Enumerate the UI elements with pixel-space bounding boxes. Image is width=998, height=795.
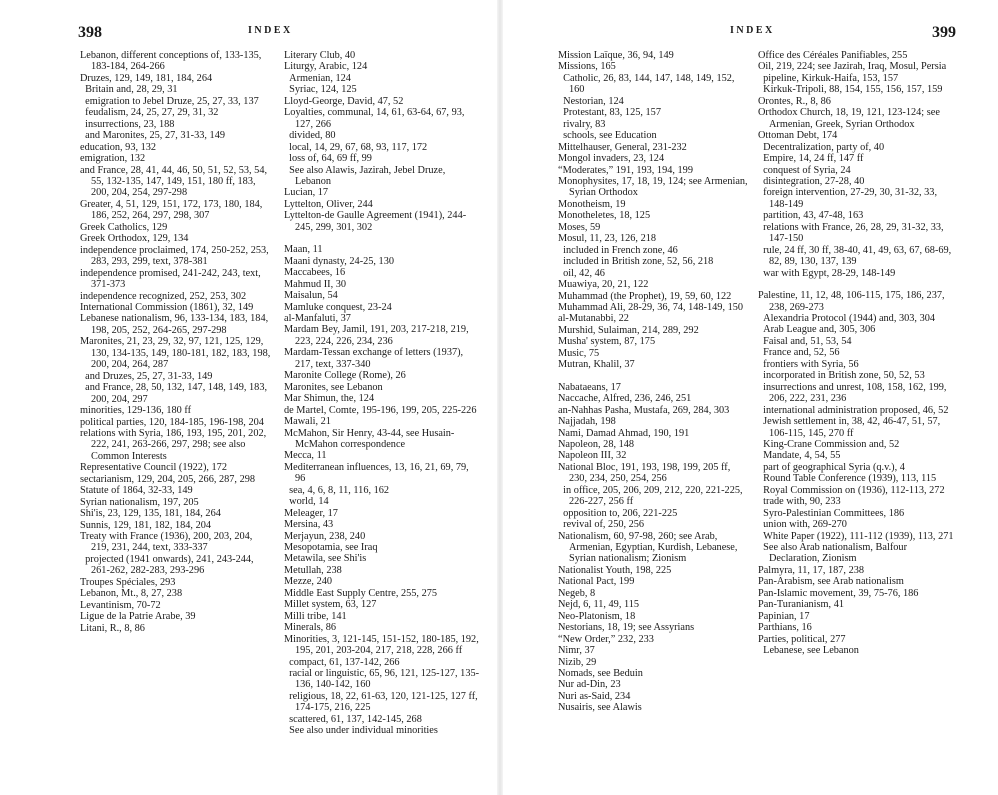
index-entry: “New Order,” 232, 233: [558, 633, 654, 645]
index-entry: frontiers with Syria, 56: [758, 358, 859, 370]
index-entry: See also under individual minorities: [284, 725, 438, 737]
index-entry: Levantinism, 70-72: [80, 599, 161, 611]
section-gap: [558, 371, 750, 382]
index-entry: relations with Syria, 186, 193, 195, 201, 202, 222, 241, 263-266, 297, 298; see also Common Interests: [80, 427, 269, 462]
index-entry: Maisalun, 54: [284, 290, 338, 302]
index-entry: Lyttelton, Oliver, 244: [284, 198, 373, 210]
index-entry: de Martel, Comte, 195-196, 199, 205, 225-226: [284, 404, 477, 416]
index-entry: rivalry, 83: [558, 118, 606, 130]
index-entry: political parties, 120, 184-185, 196-198, 204: [80, 416, 264, 428]
index-entry: Faisal and, 51, 53, 54: [758, 335, 852, 347]
index-entry: Liturgy, Arabic, 124: [284, 61, 368, 73]
index-entry: Missions, 165: [558, 61, 616, 73]
index-entry: scattered, 61, 137, 142-145, 268: [284, 713, 422, 725]
index-entry: conquest of Syria, 24: [758, 164, 851, 176]
index-entry: See also Arab nationalism, Balfour Declaration, Zionism: [758, 542, 910, 565]
index-entry: Metullah, 238: [284, 564, 342, 576]
index-entry: union with, 269-270: [758, 519, 847, 531]
index-entry: opposition to, 206, 221-225: [558, 507, 678, 519]
index-entry: Merjayun, 238, 240: [284, 530, 366, 542]
index-entry: world, 14: [284, 496, 329, 508]
index-entry: Music, 75: [558, 347, 600, 359]
index-entry: Mosul, 11, 23, 126, 218: [558, 233, 657, 245]
index-entry: Syro-Palestinian Committees, 186: [758, 507, 905, 519]
index-entry: Nomads, see Beduin: [558, 668, 643, 680]
index-entry: Mecca, 11: [284, 450, 327, 462]
index-entry: Milli tribe, 141: [284, 610, 347, 622]
index-entry: Sunnis, 129, 181, 182, 184, 204: [80, 519, 212, 531]
index-entry: Nizib, 29: [558, 656, 597, 668]
index-entry: Papinian, 17: [758, 610, 810, 622]
index-entry: Maan, 11: [284, 244, 323, 256]
index-entry: projected (1941 onwards), 241, 243-244, 261-262, 282-283, 293-296: [80, 553, 257, 577]
index-entry: Orthodox Church, 18, 19, 121, 123-124; see Armenian, Greek, Syrian Orthodox: [758, 107, 942, 130]
index-entry: Nur ad-Din, 23: [558, 679, 621, 691]
index-entry: Armenian, 124: [284, 72, 351, 84]
index-entry: Mandate, 4, 54, 55: [758, 450, 841, 462]
index-entry: Treaty with France (1936), 200, 203, 204, 219, 231, 244, text, 333-337: [80, 531, 255, 554]
index-entry: insurrections and unrest, 108, 158, 162, 199, 206, 222, 231, 236: [758, 381, 950, 405]
index-column-4: [758, 50, 954, 657]
index-entry: “Moderates,” 191, 193, 194, 199: [558, 164, 693, 176]
index-entry: White Paper (1922), 111-112 (1939), 113, 271: [758, 530, 954, 542]
index-entry: Syriac, 124, 125: [284, 84, 357, 96]
index-entry: National Pact, 199: [558, 576, 635, 588]
index-entry: Representative Council (1922), 172: [80, 462, 227, 474]
index-entry: Round Table Conference (1939), 113, 115: [758, 473, 937, 485]
index-entry: emigration, 132: [80, 153, 146, 165]
index-entry: Mardam Bey, Jamil, 191, 203, 217-218, 219, 223, 224, 226, 234, 236: [284, 324, 472, 347]
index-entry: emigration to Jebel Druze, 25, 27, 33, 137: [80, 95, 259, 107]
index-entry: Catholic, 26, 83, 144, 147, 148, 149, 152, 160: [558, 72, 738, 96]
index-entry: al-Manfaluti, 37: [284, 312, 351, 324]
index-entry: relations with France, 26, 28, 29, 31-32, 33, 147-150: [758, 221, 947, 245]
index-entry: Muawiya, 20, 21, 122: [558, 279, 649, 291]
page-number-left: 398: [78, 24, 102, 41]
index-entry: trade with, 90, 233: [758, 496, 841, 508]
index-entry: Mahmud II, 30: [284, 278, 347, 290]
index-entry: Naccache, Alfred, 236, 246, 251: [558, 393, 692, 405]
index-entry: Palmyra, 11, 17, 187, 238: [758, 564, 865, 576]
index-entry: Nimr, 37: [558, 645, 595, 657]
index-entry: disintegration, 27-28, 40: [758, 175, 865, 187]
index-entry: Office des Céréales Panifiables, 255: [758, 50, 908, 61]
index-entry: McMahon, Sir Henry, 43-44, see Husain-McMahon correspondence: [284, 427, 455, 450]
index-entry: independence proclaimed, 174, 250-252, 253, 283, 293, 299, text, 378-381: [80, 244, 272, 268]
index-column-2: [284, 50, 480, 737]
index-entry: Lebanon, Mt., 8, 27, 238: [80, 588, 183, 600]
index-entry: an-Nahhas Pasha, Mustafa, 269, 284, 303: [558, 404, 730, 416]
index-entry: Minorities, 3, 121-145, 151-152, 180-185, 192, 195, 201, 203-204, 217, 218, 228, 266 ff: [284, 633, 482, 657]
index-entry: Empire, 14, 24 ff, 147 ff: [758, 153, 864, 165]
index-entry: rule, 24 ff, 30 ff, 38-40, 41, 49, 63, 67, 68-69, 82, 89, 130, 137, 139: [758, 244, 954, 268]
index-entry: Monophysites, 17, 18, 19, 124; see Armenian, Syrian Orthodox: [558, 175, 751, 199]
index-entry: Troupes Spéciales, 293: [80, 576, 176, 588]
index-entry: Greater, 4, 51, 129, 151, 172, 173, 180, 184, 186, 252, 264, 297, 298, 307: [80, 198, 265, 222]
index-entry: foreign intervention, 27-29, 30, 31-32, 33, 148-149: [758, 187, 940, 210]
index-entry: minorities, 129-136, 180 ff: [80, 405, 192, 417]
index-entry: King-Crane Commission and, 52: [758, 438, 900, 450]
index-entry: Kirkuk-Tripoli, 88, 154, 155, 156, 157, 159: [758, 84, 943, 96]
index-entry: Shi'is, 23, 129, 135, 181, 184, 264: [80, 508, 221, 520]
index-entry: Minerals, 86: [284, 622, 337, 634]
index-entry: Pan-Turanianism, 41: [758, 599, 844, 611]
index-entry: Nationalist Youth, 198, 225: [558, 564, 672, 576]
index-entry: Negeb, 8: [558, 587, 596, 599]
index-entry: National Bloc, 191, 193, 198, 199, 205 ff, 230, 234, 250, 254, 256: [558, 461, 733, 485]
index-entry: Literary Club, 40: [284, 50, 356, 61]
index-column-1: [80, 50, 272, 634]
index-entry: Ottoman Debt, 174: [758, 130, 838, 142]
section-gap: [284, 233, 480, 244]
index-entry: Nami, Damad Ahmad, 190, 191: [558, 427, 690, 439]
index-entry: included in French zone, 46: [558, 244, 678, 256]
index-entry: Syrian nationalism, 197, 205: [80, 496, 199, 508]
index-entry: Nuri as-Said, 234: [558, 690, 631, 702]
index-entry: Lebanese nationalism, 96, 133-134, 183, 184, 198, 205, 252, 264-265, 297-298: [80, 313, 271, 336]
index-entry: Protestant, 83, 125, 157: [558, 107, 661, 119]
index-entry: Mediterranean influences, 13, 16, 21, 69, 79, 96: [284, 461, 472, 485]
index-entry: independence recognized, 252, 253, 302: [80, 290, 247, 302]
index-entry: Greek Catholics, 129: [80, 221, 168, 233]
index-entry: Loyalties, communal, 14, 61, 63-64, 67, 93, 127, 266: [284, 107, 468, 130]
index-entry: Britain and, 28, 29, 31: [80, 84, 178, 96]
index-entry: Greek Orthodox, 129, 134: [80, 233, 189, 245]
index-entry: Lucian, 17: [284, 187, 329, 199]
index-entry: loss of, 64, 69 ff, 99: [284, 153, 372, 165]
index-entry: Palestine, 11, 12, 48, 106-115, 175, 186, 237, 238, 269-273: [758, 290, 948, 313]
index-entry: Druzes, 129, 149, 181, 184, 264: [80, 72, 213, 84]
index-entry: Metawila, see Shi'is: [284, 553, 367, 565]
index-entry: incorporated in British zone, 50, 52, 53: [758, 370, 925, 382]
right-page: [500, 0, 998, 795]
index-entry: Lyttelton-de Gaulle Agreement (1941), 244-245, 299, 301, 302: [284, 210, 467, 233]
index-entry: Middle East Supply Centre, 255, 275: [284, 587, 438, 599]
index-entry: Nestorians, 18, 19; see Assyrians: [558, 622, 695, 634]
index-entry: Jewish settlement in, 38, 42, 46-47, 51, 57, 106-115, 145, 270 ff: [758, 416, 943, 439]
index-entry: sea, 4, 6, 8, 11, 116, 162: [284, 484, 390, 496]
index-entry: See also Alawis, Jazirah, Jebel Druze, Lebanon: [284, 164, 448, 187]
index-entry: insurrections, 23, 188: [80, 118, 175, 130]
index-entry: Mardam-Tessan exchange of letters (1937), 217, text, 337-340: [284, 347, 466, 370]
index-entry: Najjadah, 198: [558, 416, 616, 428]
index-entry: Parthians, 16: [758, 622, 812, 634]
index-entry: Nusairis, see Alawis: [558, 702, 642, 714]
index-entry: Pan-Islamic movement, 39, 75-76, 186: [758, 587, 919, 599]
index-entry: Mission Laïque, 36, 94, 149: [558, 50, 674, 61]
index-entry: Millet system, 63, 127: [284, 599, 377, 611]
index-entry: included in British zone, 52, 56, 218: [558, 256, 714, 268]
index-entry: Maccabees, 16: [284, 267, 346, 279]
index-entry: local, 14, 29, 67, 68, 93, 117, 172: [284, 141, 428, 153]
index-entry: Monotheism, 19: [558, 198, 626, 210]
index-entry: and Maronites, 25, 27, 31-33, 149: [80, 130, 226, 142]
index-column-3: [558, 50, 750, 714]
index-entry: sectarianism, 129, 204, 205, 266, 287, 298: [80, 473, 256, 485]
index-entry: pipeline, Kirkuk-Haifa, 153, 157: [758, 72, 899, 84]
index-entry: compact, 61, 137-142, 266: [284, 656, 400, 668]
index-entry: International Commission (1861), 32, 149: [80, 301, 254, 313]
index-entry: Mezze, 240: [284, 576, 333, 588]
section-gap: [758, 279, 954, 290]
index-entry: Maronite College (Rome), 26: [284, 370, 406, 382]
index-entry: Napoleon, 28, 148: [558, 438, 635, 450]
index-entry: Monotheletes, 18, 125: [558, 210, 651, 222]
index-entry: Mongol invaders, 23, 124: [558, 153, 665, 165]
index-entry: Litani, R., 8, 86: [80, 622, 145, 634]
index-entry: Murshid, Sulaiman, 214, 289, 292: [558, 324, 699, 336]
index-entry: independence promised, 241-242, 243, text, 371-373: [80, 267, 264, 291]
index-entry: Lebanese, see Lebanon: [758, 645, 859, 657]
index-entry: al-Mutanabbi, 22: [558, 313, 629, 325]
index-entry: oil, 42, 46: [558, 267, 605, 279]
index-entry: religious, 18, 22, 61-63, 120, 121-125, 127 ff, 174-175, 216, 225: [284, 690, 481, 714]
index-entry: Mar Shimun, the, 124: [284, 393, 375, 405]
page-number-right: 399: [932, 24, 956, 41]
index-entry: Royal Commission on (1936), 112-113, 272: [758, 484, 945, 496]
index-entry: Napoleon III, 32: [558, 450, 627, 462]
index-entry: Orontes, R., 8, 86: [758, 95, 831, 107]
index-entry: Mittelhauser, General, 231-232: [558, 141, 687, 153]
index-entry: Alexandria Protocol (1944) and, 303, 304: [758, 312, 936, 324]
index-entry: Maani dynasty, 24-25, 130: [284, 255, 395, 267]
index-entry: France and, 52, 56: [758, 347, 840, 359]
index-entry: Mesopotamia, see Iraq: [284, 542, 378, 554]
index-entry: divided, 80: [284, 130, 336, 142]
index-entry: Ligue de la Patrie Arabe, 39: [80, 611, 196, 623]
index-entry: Pan-Arabism, see Arab nationalism: [758, 576, 904, 588]
index-entry: international administration proposed, 46, 52: [758, 404, 949, 416]
index-entry: and France, 28, 41, 44, 46, 50, 51, 52, 53, 54, 55, 132-135, 147, 149, 151, 180 ff, 183, 200, 204, 254, 297-298: [80, 164, 270, 199]
index-entry: partition, 43, 47-48, 163: [758, 210, 864, 222]
index-entry: revival of, 250, 256: [558, 519, 645, 531]
index-entry: Arab League and, 305, 306: [758, 324, 876, 336]
index-entry: Oil, 219, 224; see Jazirah, Iraq, Mosul, Persia: [758, 61, 947, 73]
index-entry: Musha' system, 87, 175: [558, 336, 656, 348]
index-entry: Lebanon, different conceptions of, 133-135, 183-184, 264-266: [80, 50, 264, 73]
index-entry: war with Egypt, 28-29, 148-149: [758, 267, 896, 279]
running-header-right: INDEX: [730, 25, 775, 36]
index-entry: Mawali, 21: [284, 416, 331, 428]
index-entry: and Druzes, 25, 27, 31-33, 149: [80, 370, 213, 382]
index-entry: in office, 205, 206, 209, 212, 220, 221-225, 226-227, 256 ff: [558, 484, 746, 508]
index-entry: Neo-Platonism, 18: [558, 610, 636, 622]
index-entry: Maronites, see Lebanon: [284, 381, 383, 393]
index-entry: Moses, 59: [558, 221, 601, 233]
index-entry: Parties, political, 277: [758, 633, 846, 645]
index-entry: Statute of 1864, 32-33, 149: [80, 485, 193, 497]
index-entry: education, 93, 132: [80, 141, 157, 153]
index-entry: Muhammad Ali, 28-29, 36, 74, 148-149, 150: [558, 301, 744, 313]
index-entry: and France, 28, 50, 132, 147, 148, 149, 183, 200, 204, 297: [80, 382, 270, 405]
index-entry: Lloyd-George, David, 47, 52: [284, 95, 404, 107]
index-entry: schools, see Education: [558, 130, 657, 142]
index-entry: part of geographical Syria (q.v.), 4: [758, 461, 905, 473]
index-entry: Decentralization, party of, 40: [758, 141, 885, 153]
running-header-left: INDEX: [248, 25, 293, 36]
index-entry: Mersina, 43: [284, 519, 334, 531]
index-entry: Meleager, 17: [284, 507, 338, 519]
index-entry: Nabataeans, 17: [558, 381, 621, 393]
index-entry: Muhammad (the Prophet), 19, 59, 60, 122: [558, 290, 732, 302]
index-entry: Mutran, Khalil, 37: [558, 359, 635, 371]
index-entry: Nestorian, 124: [558, 95, 624, 107]
index-entry: Maronites, 21, 23, 29, 32, 97, 121, 125, 129, 130, 134-135, 149, 180-181, 182, 183, 198, 200, 204, 264, 287: [80, 336, 273, 371]
index-entry: Nationalism, 60, 97-98, 260; see Arab, Armenian, Egyptian, Kurdish, Lebanese, Syrian nationalism; Zionism: [558, 530, 740, 565]
index-entry: Mamluke conquest, 23-24: [284, 301, 392, 313]
index-entry: feudalism, 24, 25, 27, 29, 31, 32: [80, 107, 219, 119]
index-entry: racial or linguistic, 65, 96, 121, 125-127, 135-136, 140-142, 160: [284, 668, 480, 691]
index-entry: Nejd, 6, 11, 49, 115: [558, 599, 640, 611]
